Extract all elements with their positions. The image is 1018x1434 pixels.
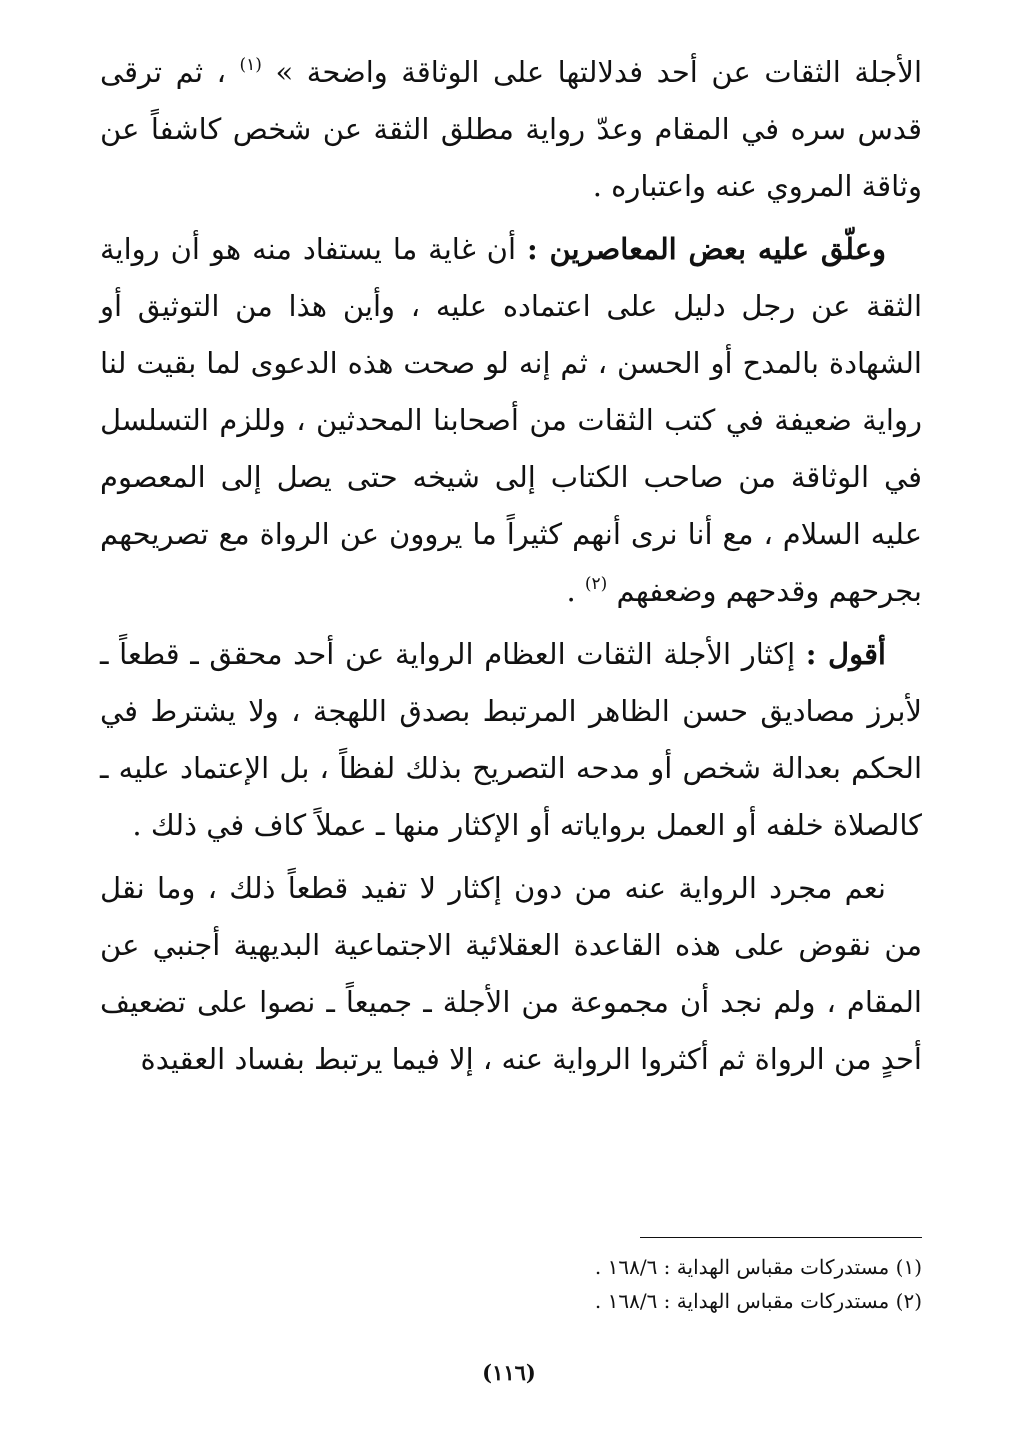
paragraph-3-text: إكثار الأجلة الثقات العظام الرواية عن أحد محقق ـ قطعاً ـ لأبرز مصاديق حسن الظاهر المرتبط بصدق اللهجة ، ولا يشترط في الحكم بعدالة شخص أو مدحه التصريح بذلك لفظاً ، بل الإعتماد عليه ـ كالصلاة خلفه أو العمل برواياته أو الإكثار منها ـ عملاً كاف في ذلك . (100, 637, 923, 842)
page-number: (١١٦) (482, 1360, 536, 1385)
paragraph-2 (100, 221, 922, 620)
paragraph-2-text: أن غاية ما يستفاد منه هو أن رواية الثقة عن رجل دليل على اعتماده عليه ، وأين هذا من التوثيق أو الشهادة بالمدح أو الحسن ، ثم إنه لو صحت هذه الدعوى لما بقيت لنا رواية ضعيفة في كتب الثقات من أصحابنا المحدثين ، وللزم التسلسل في الوثاقة من صاحب الكتاب إلى شيخه حتى يصل إلى المعصوم عليه السلام ، مع أنا نرى أنهم كثيراً ما يروون عن الرواة مع تصريحهم بجرحهم وقدحهم وضعفهم (100, 232, 922, 608)
footnote-divider (640, 1237, 922, 1238)
paragraph-4-text: نعم مجرد الرواية عنه من دون إكثار لا تفيد قطعاً ذلك ، وما نقل من نقوض على هذه القاعدة العقلائية الاجتماعية البديهية أجنبي عن المقام ، ولم نجد أن مجموعة من الأجلة ـ جميعاً ـ نصوا على تضعيف أحدٍ من الرواة ثم أكثروا الرواية عنه ، إلا فيما يرتبط بفساد العقيدة (100, 871, 922, 1076)
paragraph-1-tail: ، ثم ترقى قدس سره في المقام وعدّ رواية مطلق الثقة عن شخص كاشفاً عن وثاقة المروي عنه واعتباره . (100, 55, 922, 203)
footnote-ref-2[interactable]: (٢) (584, 574, 608, 594)
paragraph-3 (100, 626, 922, 854)
footnote-1: (١) مستدركات مقباس الهداية : ١٦٨/٦ . (594, 1255, 922, 1279)
paragraph-4 (100, 860, 922, 1088)
footnote-ref-1[interactable]: (١) (239, 55, 262, 75)
paragraph-2-lead: وعلّق عليه بعض المعاصرين : (526, 232, 887, 266)
footnote-2: (٢) مستدركات مقباس الهداية : ١٦٨/٦ . (594, 1289, 922, 1313)
paragraph-1-text: الأجلة الثقات عن أحد فدلالتها على الوثاقة واضحة » (275, 55, 923, 89)
footnotes (100, 1250, 922, 1318)
paragraph-1 (100, 44, 922, 215)
paragraph-2-tail: . (566, 574, 576, 608)
paragraph-3-lead: أقول : (805, 637, 886, 671)
page-body (100, 44, 922, 1088)
